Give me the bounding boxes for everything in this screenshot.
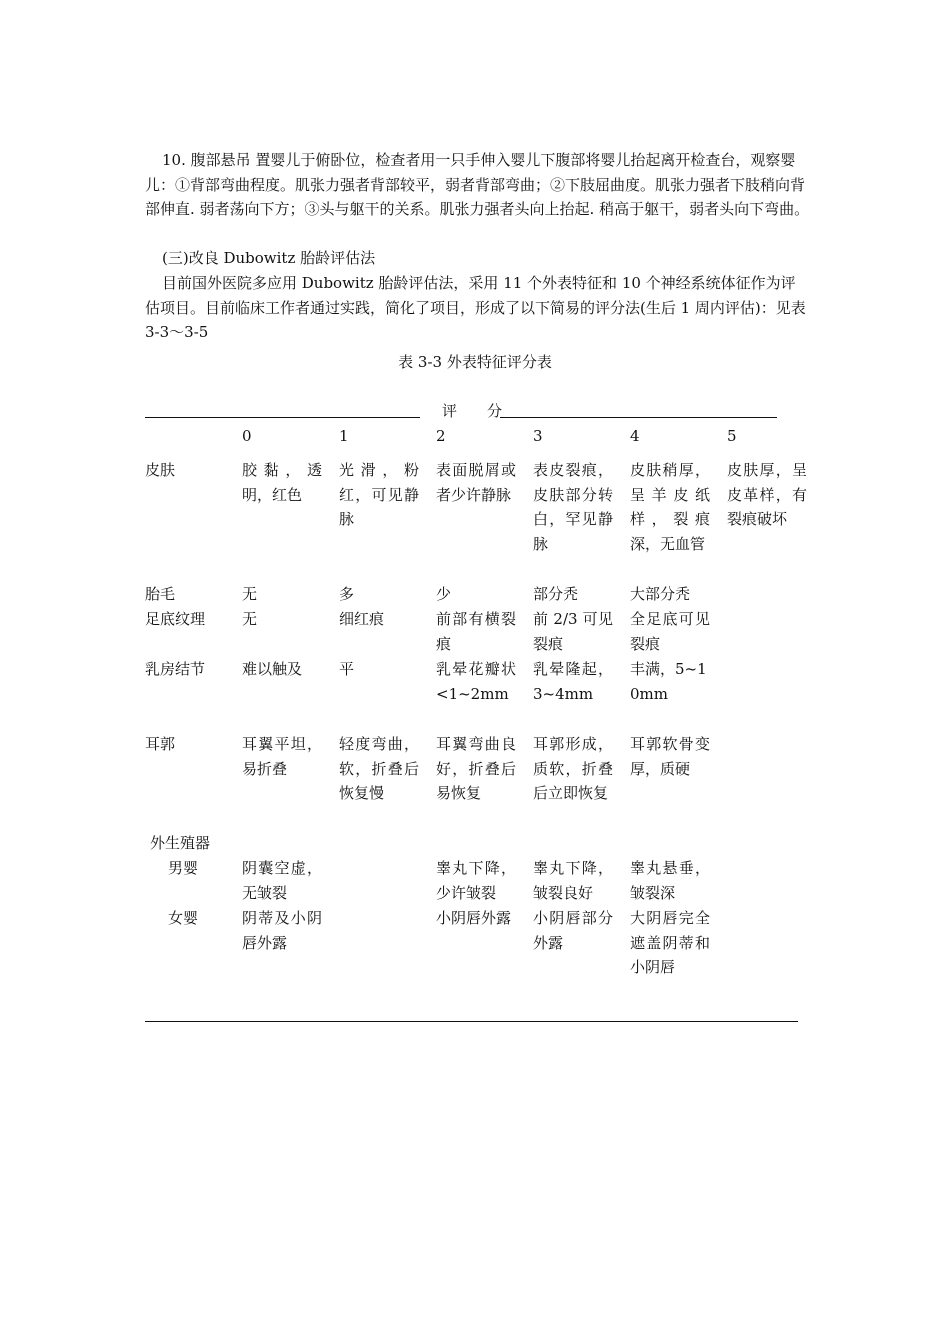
row-label-genitals: 外生殖器 — [150, 834, 211, 852]
score-header: 评 分 — [442, 402, 503, 420]
column-header: 2 — [436, 427, 446, 445]
table-cell: 耳郭形成，质软，折叠后立即恢复 — [533, 735, 613, 802]
table-cell: 难以触及 — [242, 660, 303, 678]
section-heading-dubowitz: (三)改良 Dubowitz 胎龄评估法 — [162, 249, 376, 267]
table-cell: 阴蒂及小阴唇外露 — [242, 909, 322, 952]
table-cell: 大阴唇完全遮盖阴蒂和小阴唇 — [630, 909, 710, 976]
paragraph-abdominal-suspension: 10. 腹部悬吊 置婴儿于俯卧位，检查者用一只手伸入婴儿下腹部将婴儿抬起离开检查台，观察婴儿：①背部弯曲程度。肌张力强者背部较平，弱者背部弯曲；②下肢屈曲度。肌张力强者下肢稍向背部伸直. 弱者荡向下方；③头与躯干的关系。肌张力强者头向上抬起. 稍高于躯干，弱者头向下弯曲。 — [145, 151, 810, 218]
table-cell: 表面脱屑或者少许静脉 — [436, 461, 516, 504]
table-cell: 小阴唇外露 — [436, 909, 512, 927]
table-cell: 少 — [436, 585, 452, 603]
header-rule-left — [145, 417, 420, 418]
table-cell: 耳翼弯曲良好，折叠后易恢复 — [436, 735, 516, 802]
row-label-skin: 皮肤 — [145, 461, 176, 479]
table-cell: 无 — [242, 610, 258, 628]
table-cell: 光滑，粉红，可见静脉 — [339, 461, 419, 528]
table-cell: 轻度弯曲，软，折叠后恢复慢 — [339, 735, 419, 802]
row-label-plantar: 足底纹理 — [145, 610, 206, 628]
table-cell: 皮肤厚，呈皮革样，有裂痕破坏 — [727, 461, 807, 528]
table-cell: 无 — [242, 585, 258, 603]
column-header: 3 — [533, 427, 543, 445]
paragraph-dubowitz-intro: 目前国外医院多应用 Dubowitz 胎龄评估法，采用 11 个外表特征和 10 个神经系统体征作为评估项目。目前临床工作者通过实践，简化了项目，形成了以下简易的评分法(生后 1 周内评估)：见表 3-3～3-5 — [145, 274, 806, 341]
table-cell: 平 — [339, 660, 355, 678]
table-cell: 乳晕花瓣状<1~2mm — [436, 660, 516, 703]
row-label-male: 男婴 — [168, 859, 199, 877]
table-cell: 部分秃 — [533, 585, 579, 603]
table-cell: 睾丸悬垂，皱裂深 — [630, 859, 710, 902]
column-header: 1 — [339, 427, 349, 445]
table-cell: 小阴唇部分外露 — [533, 909, 613, 952]
table-cell: 耳郭软骨变厚，质硬 — [630, 735, 710, 778]
table-title: 表 3-3 外表特征评分表 — [398, 353, 552, 371]
table-cell: 多 — [339, 585, 355, 603]
table-cell: 表皮裂痕，皮肤部分转白，罕见静脉 — [533, 461, 613, 553]
table-cell: 睾丸下降，少许皱裂 — [436, 859, 516, 902]
header-rule-right — [500, 417, 777, 418]
table-cell: 全足底可见裂痕 — [630, 610, 710, 653]
table-cell: 前部有横裂痕 — [436, 610, 516, 653]
row-label-female: 女婴 — [168, 909, 199, 927]
table-cell: 耳翼平坦，易折叠 — [242, 735, 322, 778]
row-label-lanugo: 胎毛 — [145, 585, 176, 603]
row-label-breast: 乳房结节 — [145, 660, 206, 678]
table-cell: 胶黏，透明，红色 — [242, 461, 322, 504]
table-cell: 阴囊空虚，无皱裂 — [242, 859, 322, 902]
row-label-ear: 耳郭 — [145, 735, 176, 753]
table-cell: 皮肤稍厚，呈羊皮纸样，裂痕深，无血管 — [630, 461, 710, 553]
table-cell: 前 2/3 可见裂痕 — [533, 610, 613, 653]
table-cell: 丰满，5~10mm — [630, 660, 707, 703]
column-header: 5 — [727, 427, 737, 445]
table-cell: 乳晕隆起，3~4mm — [533, 660, 613, 703]
table-cell: 大部分秃 — [630, 585, 691, 603]
table-cell: 睾丸下降，皱裂良好 — [533, 859, 613, 902]
column-header: 4 — [630, 427, 640, 445]
table-cell: 细红痕 — [339, 610, 385, 628]
column-header: 0 — [242, 427, 252, 445]
table-bottom-rule — [145, 1021, 798, 1022]
